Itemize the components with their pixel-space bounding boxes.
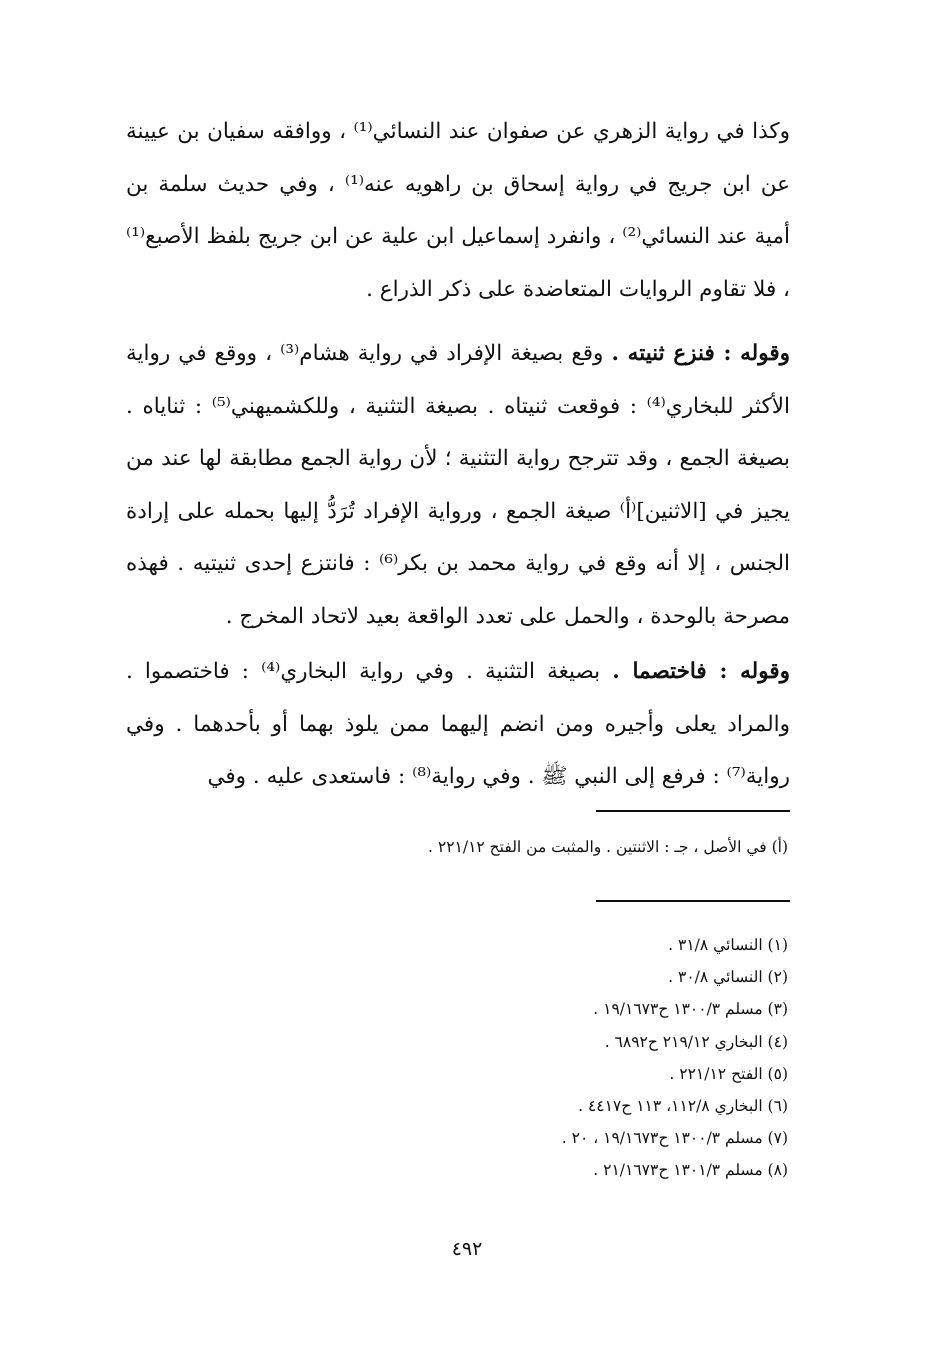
paragraph-3 <box>126 646 790 804</box>
page-number: ٤٩٢ <box>451 1238 483 1260</box>
footnote-1: (١) النسائي ٣١/٨ . <box>668 936 788 954</box>
footnote-divider-1 <box>596 810 790 812</box>
footnotes-list <box>562 929 788 1187</box>
paragraph-2-text: وقع بصيغة الإفراد في رواية هشام⁽³⁾ ، ووقع في رواية الأكثر للبخاري⁽⁴⁾ : فوقعت ثنيتاه . بصيغة التثنية ، وللكشميهني⁽⁵⁾ : ثناياه . بصيغة الجمع ، وقد تترجح رواية التثنية ؛ لأن رواية الجمع مطابقة لها عند من يجيز في [الاثنين]⁽أ⁾ صيغة الجمع ، ورواية الإفراد تُرَدُّ إليها بحمله على إرادة الجنس ، إلا أنه وقع في رواية محمد بن بكر⁽⁶⁾ : فانتزع إحدى ثنيتيه . فهذه مصرحة بالوحدة ، والحمل على تعدد الواقعة بعيد لاتحاد المخرج . <box>126 341 791 629</box>
footnote-3: (٣) مسلم ١٣٠٠/٣ ح١٩/١٦٧٣ . <box>593 1000 788 1019</box>
footnote-6: (٦) البخاري ١١٢/٨، ١١٣ ح٤٤١٧ . <box>578 1097 788 1116</box>
footnote-7: (٧) مسلم ١٣٠٠/٣ ح١٩/١٦٧٣ ، ٢٠ . <box>561 1129 788 1148</box>
footnote-8: (٨) مسلم ١٣٠١/٣ ح٢١/١٦٧٣ . <box>593 1161 788 1180</box>
paragraph-3-text: بصيغة التثنية . وفي رواية البخاري⁽⁴⁾ : فاختصموا . والمراد يعلى وأجيره ومن انضم إليهما ممن يلوذ بهما أو بأحدهما . وفي رواية⁽⁷⁾ : فرفع إلى النبي ﷺ . وفي رواية⁽⁸⁾ : فاستعدى عليه . وفي <box>126 659 790 789</box>
footnote-divider-2 <box>596 900 790 902</box>
paragraph-2-lead: وقوله : فنزع ثنيته . <box>611 341 791 366</box>
footnote-4: (٤) البخاري ٢١٩/١٢ ح٦٨٩٢ . <box>604 1032 788 1051</box>
editor-note: (أ) في الأصل ، جـ : الاثنتين . والمثبت من الفتح ٢٢١/١٢ . <box>428 838 788 856</box>
footnote-2: (٢) النسائي ٣٠/٨ . <box>668 968 788 987</box>
paragraph-1-text: وكذا في رواية الزهري عن صفوان عند النسائي⁽¹⁾ ، ووافقه سفيان بن عيينة عن ابن جريج في رواية إسحاق بن راهويه عنه⁽¹⁾ ، وفي حديث سلمة بن أمية عند النسائي⁽²⁾ ، وانفرد إسماعيل ابن علية عن ابن جريج بلفظ الأصبع⁽¹⁾ ، فلا تقاوم الروايات المتعاضدة على ذكر الذراع . <box>126 119 790 302</box>
paragraph-3-lead: وقوله : فاختصما . <box>612 659 790 684</box>
paragraph-2 <box>126 328 790 643</box>
footnote-5: (٥) الفتح ٢٢١/١٢ . <box>669 1064 788 1083</box>
paragraph-1 <box>126 106 790 316</box>
